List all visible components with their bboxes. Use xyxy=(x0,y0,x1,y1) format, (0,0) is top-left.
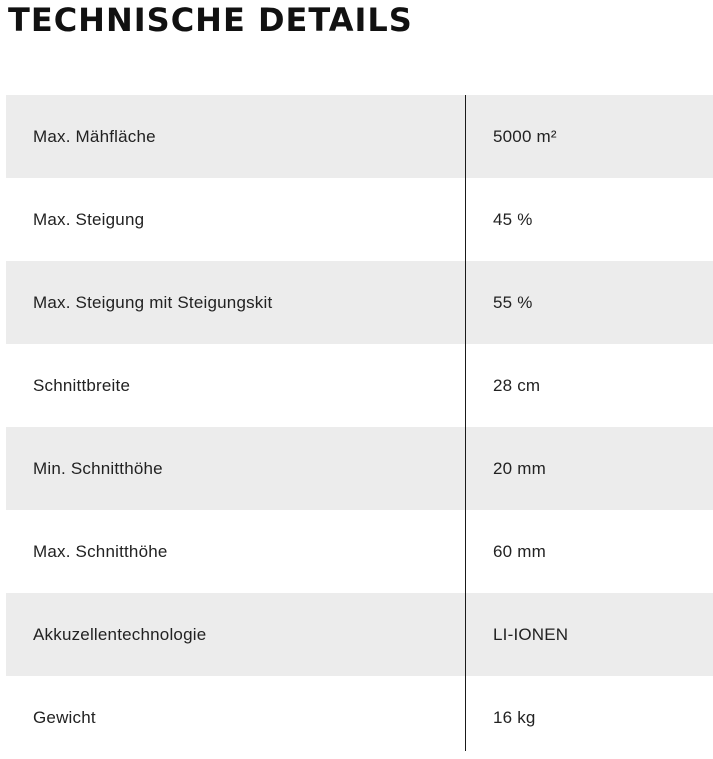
column-divider xyxy=(465,95,466,751)
spec-value: 28 cm xyxy=(493,375,541,395)
spec-label: Min. Schnitthöhe xyxy=(33,458,163,478)
spec-value: 45 % xyxy=(493,209,533,229)
spec-label: Max. Schnitthöhe xyxy=(33,541,168,561)
table-row xyxy=(6,344,713,427)
table-row xyxy=(6,427,713,510)
spec-label: Schnittbreite xyxy=(33,375,131,395)
spec-label: Akkuzellentechnologie xyxy=(33,624,207,644)
spec-label: Max. Steigung xyxy=(33,209,145,229)
spec-value: 5000 m² xyxy=(493,126,557,146)
table-row xyxy=(6,676,713,759)
spec-value: 55 % xyxy=(493,292,533,312)
spec-label: Gewicht xyxy=(33,707,96,727)
spec-value: 16 kg xyxy=(493,707,536,727)
table-row xyxy=(6,593,713,676)
technical-details-table xyxy=(6,95,713,759)
spec-value: 20 mm xyxy=(493,458,546,478)
spec-value: LI-IONEN xyxy=(493,624,569,644)
table-row xyxy=(6,178,713,261)
spec-label: Max. Mähfläche xyxy=(33,126,156,146)
table-row xyxy=(6,510,713,593)
table-row xyxy=(6,261,713,344)
page-title: TECHNISCHE DETAILS xyxy=(8,1,413,39)
spec-label: Max. Steigung mit Steigungskit xyxy=(33,292,273,312)
spec-value: 60 mm xyxy=(493,541,546,561)
table-row xyxy=(6,95,713,178)
